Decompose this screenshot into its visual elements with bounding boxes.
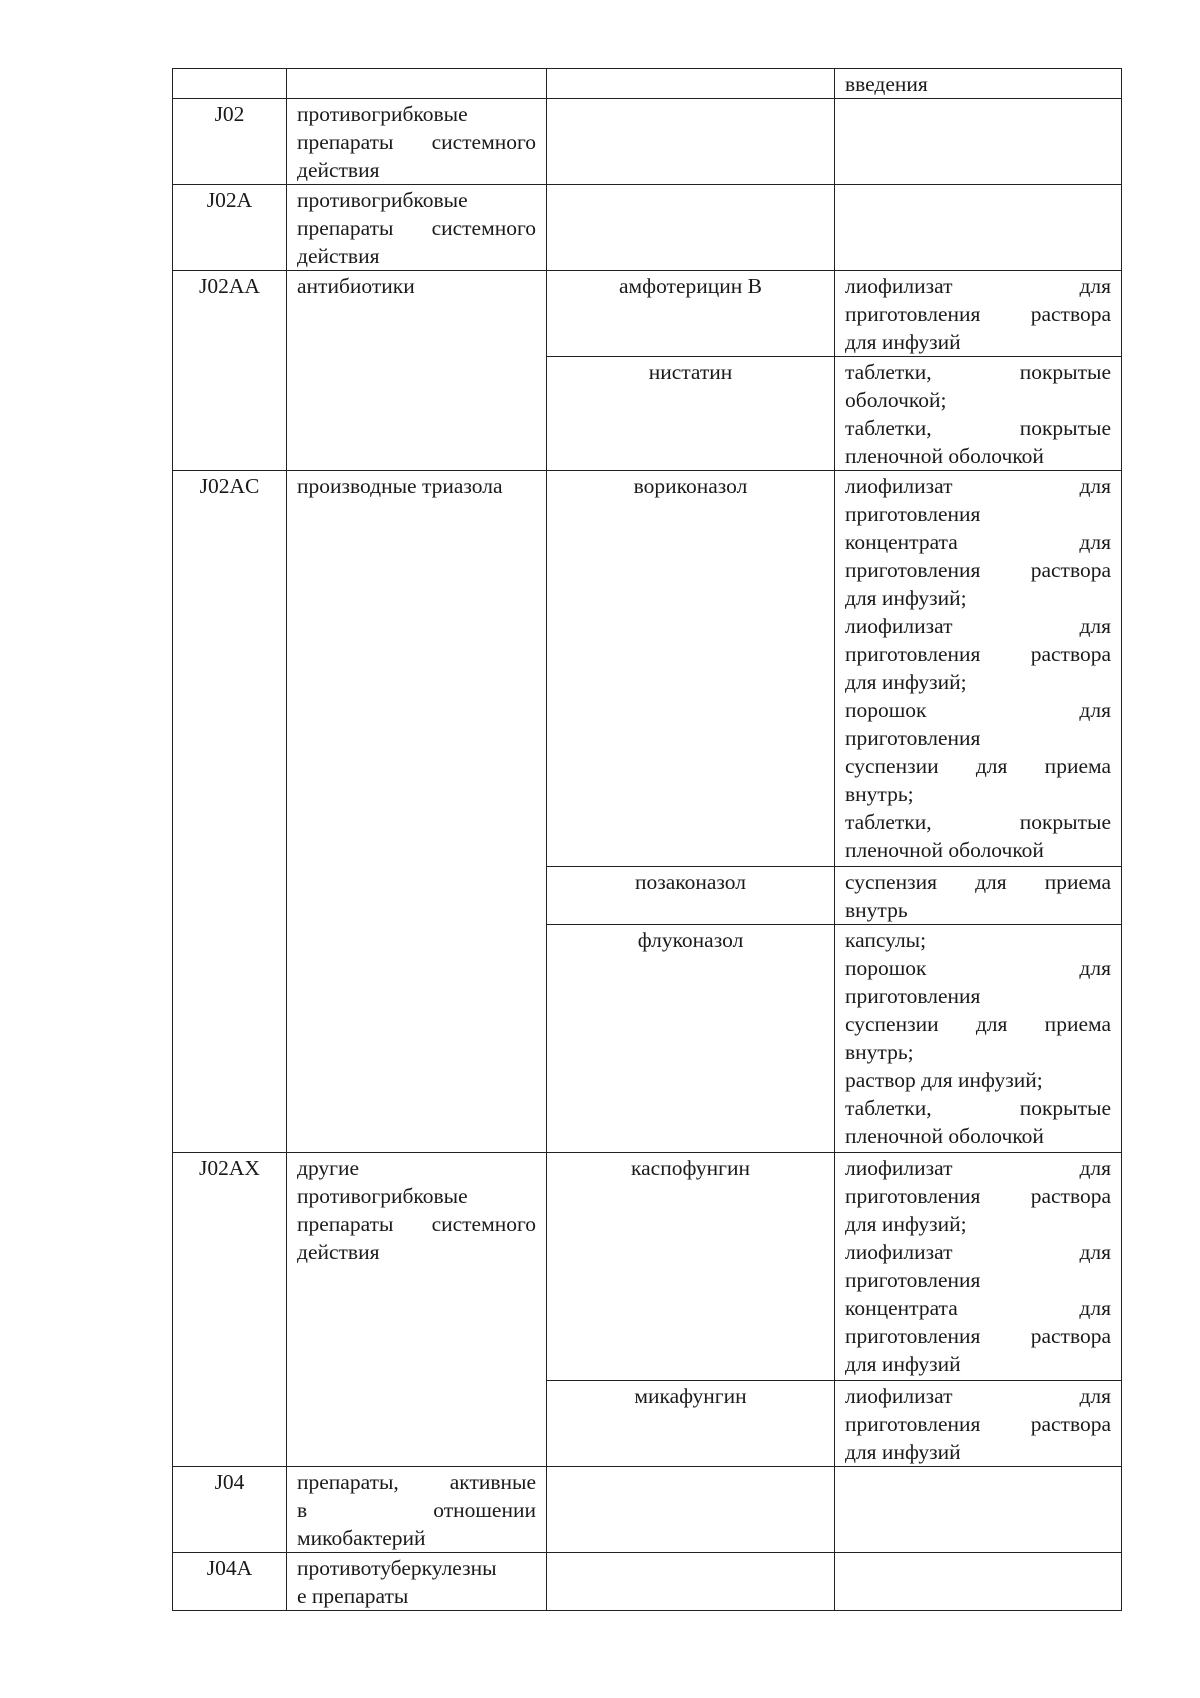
dosage-form-line: концентрата для xyxy=(845,1296,1111,1320)
dosage-form-cell xyxy=(835,1553,1122,1611)
dosage-form-line: приготовления раствора xyxy=(845,1184,1111,1208)
dosage-form-line: таблетки, покрытые xyxy=(845,416,1111,440)
table-row xyxy=(173,1467,1122,1553)
dosage-form-line: суспензия для приема xyxy=(845,870,1111,894)
dosage-form-line: для инфузий xyxy=(845,1352,961,1376)
group-name-line: другие xyxy=(297,1156,360,1180)
drug-name-cell: вориконазол xyxy=(547,471,835,867)
group-name-cell xyxy=(287,271,547,471)
drug-name-cell: микафунгин xyxy=(547,1381,835,1467)
drug-name-cell xyxy=(547,1467,835,1553)
dosage-form-line: приготовления раствора xyxy=(845,1412,1111,1436)
atc-code-cell: J04 xyxy=(173,1467,287,1553)
atc-code-cell: J02AC xyxy=(173,471,287,1153)
group-name-line: противотуберкулезны xyxy=(297,1556,497,1580)
atc-code-cell: J02A xyxy=(173,185,287,271)
drug-name-cell: флуконазол xyxy=(547,925,835,1153)
dosage-form-line: приготовления xyxy=(845,1268,981,1292)
dosage-form-line: пленочной оболочкой xyxy=(845,444,1044,468)
group-name-cell xyxy=(287,1467,547,1553)
dosage-form-line: суспензии для приема xyxy=(845,1012,1111,1036)
dosage-form-line: для инфузий; xyxy=(845,670,967,694)
dosage-form-cell xyxy=(835,271,1122,357)
dosage-form-line: для инфузий xyxy=(845,1440,961,1464)
group-name-line: в отношении xyxy=(297,1498,536,1522)
group-name-line: микобактерий xyxy=(297,1526,426,1550)
dosage-form-line: суспензии для приема xyxy=(845,754,1111,778)
dosage-form-line: пленочной оболочкой xyxy=(845,838,1044,862)
atc-code-cell: J02AA xyxy=(173,271,287,471)
dosage-form-line: приготовления раствора xyxy=(845,558,1111,582)
dosage-form-line: приготовления xyxy=(845,502,981,526)
table-row xyxy=(173,1553,1122,1611)
drug-name-cell: позаконазол xyxy=(547,867,835,925)
dosage-form-cell xyxy=(835,471,1122,867)
dosage-form-line: раствор для инфузий; xyxy=(845,1068,1043,1092)
drug-name-cell: нистатин xyxy=(547,357,835,471)
group-name-line: действия xyxy=(297,158,380,182)
dosage-form-line: лиофилизат для xyxy=(845,614,1111,638)
dosage-form-line: порошок для xyxy=(845,956,1111,980)
dosage-form-line: порошок для xyxy=(845,698,1111,722)
dosage-form-cell xyxy=(835,867,1122,925)
group-name-cell xyxy=(287,69,547,99)
table-row xyxy=(173,69,1122,99)
atc-code-cell: J02AX xyxy=(173,1153,287,1467)
dosage-form-line: лиофилизат для xyxy=(845,474,1111,498)
dosage-form-cell xyxy=(835,1153,1122,1381)
dosage-form-cell xyxy=(835,69,1122,99)
dosage-form-line: таблетки, покрытые xyxy=(845,810,1111,834)
dosage-form-cell xyxy=(835,357,1122,471)
group-name-line: противогрибковые xyxy=(297,188,468,212)
dosage-form-cell xyxy=(835,925,1122,1153)
dosage-form-line: капсулы; xyxy=(845,928,927,952)
dosage-form-line: таблетки, покрытые xyxy=(845,360,1111,384)
group-name-line: действия xyxy=(297,244,380,268)
group-name-line: препараты системного xyxy=(297,1212,536,1236)
dosage-form-line: для инфузий; xyxy=(845,1212,967,1236)
drug-name-cell xyxy=(547,1553,835,1611)
group-name-line: е препараты xyxy=(297,1584,409,1608)
group-name-cell xyxy=(287,185,547,271)
table-row xyxy=(173,1153,1122,1381)
group-name-cell xyxy=(287,99,547,185)
dosage-form-cell xyxy=(835,185,1122,271)
dosage-form-line: приготовления xyxy=(845,726,981,750)
group-name-line: противогрибковые xyxy=(297,102,468,126)
dosage-form-line: для инфузий xyxy=(845,330,961,354)
dosage-form-line: лиофилизат для xyxy=(845,1384,1111,1408)
table-row xyxy=(173,185,1122,271)
drug-name-cell xyxy=(547,69,835,99)
group-name-line: антибиотики xyxy=(297,274,415,298)
dosage-form-cell xyxy=(835,1467,1122,1553)
drug-list-table xyxy=(172,68,1122,1611)
dosage-form-line: таблетки, покрытые xyxy=(845,1096,1111,1120)
drug-name-cell: каспофунгин xyxy=(547,1153,835,1381)
dosage-form-cell xyxy=(835,99,1122,185)
dosage-form-line: приготовления раствора xyxy=(845,642,1111,666)
group-name-line: препараты системного xyxy=(297,216,536,240)
dosage-form-line: внутрь; xyxy=(845,782,914,806)
drug-name-cell: амфотерицин B xyxy=(547,271,835,357)
dosage-form-line: оболочкой; xyxy=(845,388,947,412)
table-row xyxy=(173,471,1122,867)
dosage-form-line: лиофилизат для xyxy=(845,1156,1111,1180)
dosage-form-line: концентрата для xyxy=(845,530,1111,554)
group-name-line: препараты, активные xyxy=(297,1470,536,1494)
group-name-cell xyxy=(287,1153,547,1467)
group-name-line: препараты системного xyxy=(297,130,536,154)
atc-code-cell: J04A xyxy=(173,1553,287,1611)
dosage-form-line: приготовления xyxy=(845,984,981,1008)
dosage-form-line: лиофилизат для xyxy=(845,274,1111,298)
group-name-cell xyxy=(287,471,547,1153)
dosage-form-line: внутрь xyxy=(845,898,908,922)
group-name-line: противогрибковые xyxy=(297,1184,468,1208)
drug-name-cell xyxy=(547,185,835,271)
dosage-form-cell xyxy=(835,1381,1122,1467)
group-name-line: действия xyxy=(297,1240,380,1264)
dosage-form-line: введения xyxy=(845,72,928,96)
table-row xyxy=(173,271,1122,357)
drug-name-cell xyxy=(547,99,835,185)
dosage-form-line: внутрь; xyxy=(845,1040,914,1064)
table-row xyxy=(173,99,1122,185)
dosage-form-line: лиофилизат для xyxy=(845,1240,1111,1264)
atc-code-cell: J02 xyxy=(173,99,287,185)
dosage-form-line: приготовления раствора xyxy=(845,1324,1111,1348)
dosage-form-line: пленочной оболочкой xyxy=(845,1124,1044,1148)
atc-code-cell xyxy=(173,69,287,99)
dosage-form-line: для инфузий; xyxy=(845,586,967,610)
dosage-form-line: приготовления раствора xyxy=(845,302,1111,326)
group-name-line: производные триазола xyxy=(297,474,503,498)
group-name-cell xyxy=(287,1553,547,1611)
